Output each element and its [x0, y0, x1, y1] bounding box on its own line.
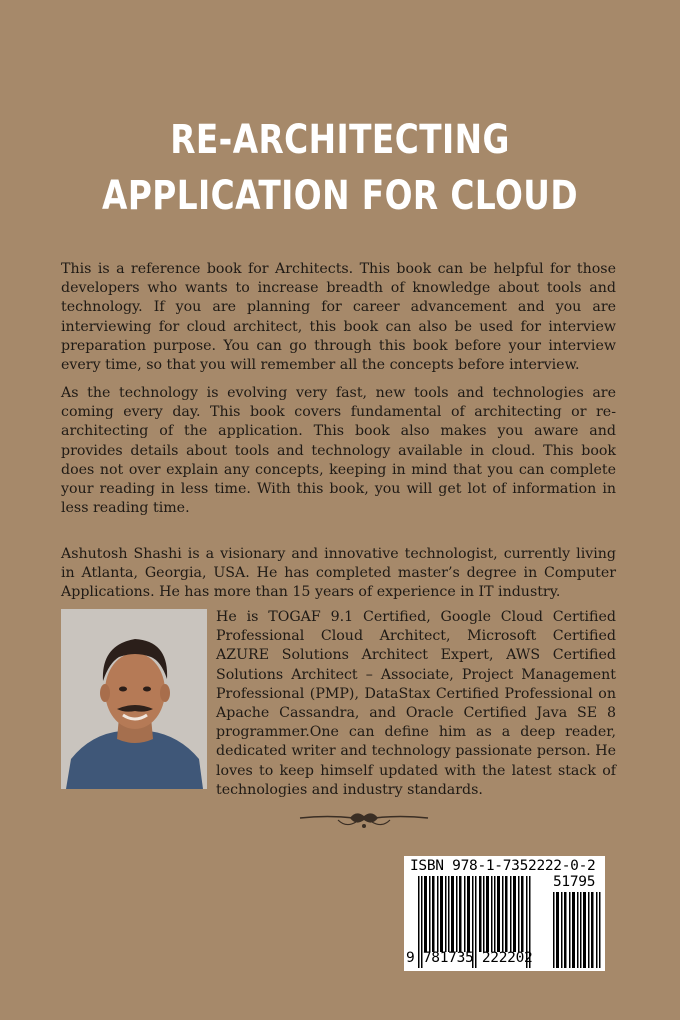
description-paragraph-1: This is a reference book for Architects. This book can be helpful for those developers who wants to increase breadth of knowledge about tools and technology. If you are planning for career advancement and you are interviewing for cloud architect, this book can also be used for interview preparation purpose. You can go through this book before your interview every time, so that you will remember all the concepts before interview.: [61, 261, 616, 374]
ornament-divider-icon: [298, 808, 430, 832]
isbn-barcode: [404, 856, 605, 971]
author-portrait-icon: [61, 609, 207, 789]
book-title-line-2: APPLICATION FOR CLOUD: [102, 173, 578, 219]
description-paragraph-2: As the technology is evolving very fast, new tools and technologies are coming every day. This book covers fundamental of architecting or re-architecting of the application. This book also makes you aware and provides details about tools and technology available in cloud. This book does not over explain any concepts, keeping in mind that you can complete your reading in less time. With this book, you will get lot of information in less reading time.: [61, 385, 616, 517]
ean-digits: 9 781735 222202: [406, 950, 533, 966]
addon-barcode-bars-icon: [553, 892, 601, 968]
author-bio-paragraph: Ashutosh Shashi is a visionary and innovative technologist, currently living in Atlanta, Georgia, USA. He has completed master’s degree in Computer Applications. He has more than 15 years of experience in IT industry.: [61, 546, 616, 601]
author-photo: [61, 609, 207, 789]
isbn-label: ISBN 978-1-7352222-0-2: [410, 858, 596, 874]
book-title-line-1: RE-ARCHITECTING: [170, 117, 510, 163]
book-title: [61, 112, 619, 224]
barcode-addon-number: 51795: [553, 874, 596, 890]
author-credentials-paragraph: He is TOGAF 9.1 Certified, Google Cloud Certified Professional Cloud Architect, Microsoft Certified AZURE Solutions Architect Expert, AWS Certified Solutions Architect – Associate, Project Management Professional (PMP), DataStax Certified Professional on Apache Cassandra, and Oracle Certified Java SE 8 programmer.One can define him as a deep reader, dedicated writer and technology passionate person. He loves to keep himself updated with the latest stack of technologies and industry standards.: [216, 609, 616, 798]
